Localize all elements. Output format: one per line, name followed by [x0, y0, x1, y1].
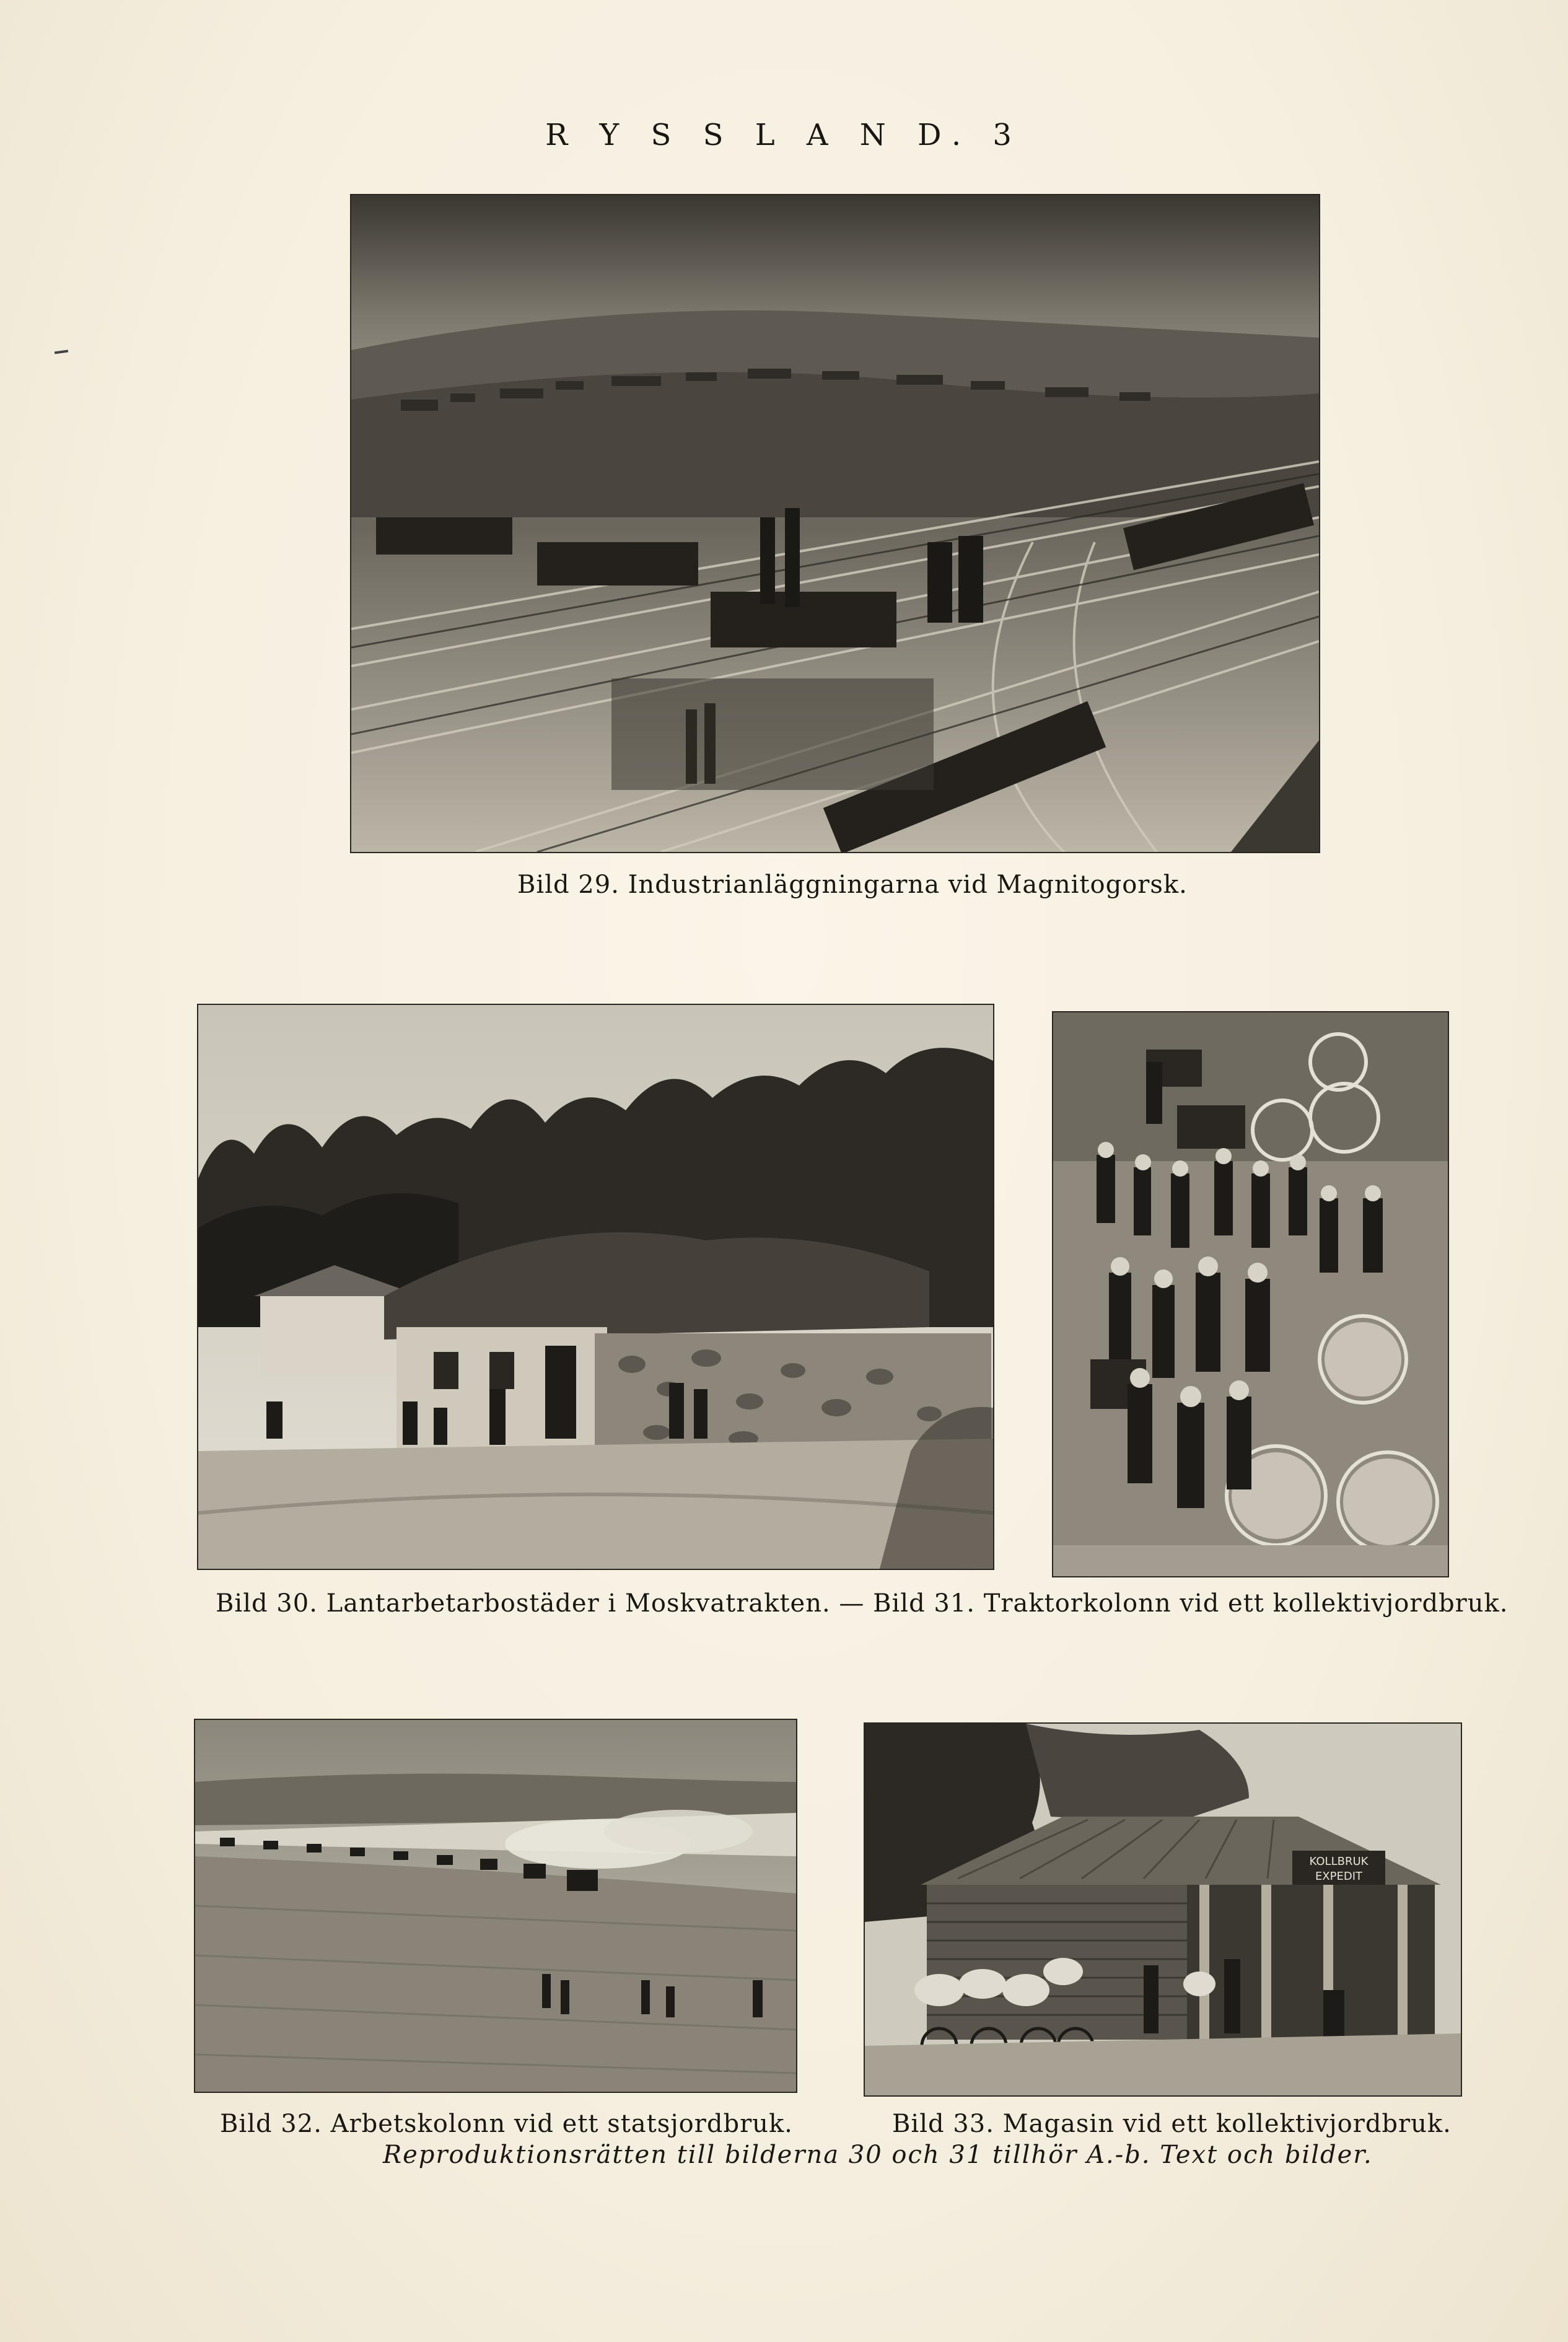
stray-ink-mark [55, 349, 68, 354]
svg-text:EXPEDIT: EXPEDIT [1315, 1870, 1363, 1883]
running-header: R Y S S L A N D. 3 [545, 118, 1023, 152]
caption-bild-33: Bild 33. Magasin vid ett kollektivjordbruk. [892, 2110, 1452, 2138]
photo-bild-32 [194, 1719, 797, 2093]
photo-bild-33 [864, 1722, 1462, 2097]
photo-bild-30 [197, 1004, 994, 1570]
reproduction-credit: Reproduktionsrätten till bilderna 30 och 31 tillhör A.-b. Text och bilder. [383, 2141, 1373, 2169]
photo-bild-29 [350, 194, 1320, 853]
caption-bild-30-31: Bild 30. Lantarbetarbostäder i Moskvatrakten. — Bild 31. Traktorkolonn vid ett kollektivjordbruk. [216, 1589, 1509, 1618]
svg-text:KOLLBRUK: KOLLBRUK [1309, 1855, 1369, 1868]
photo-bild-31 [1052, 1011, 1449, 1577]
caption-bild-29: Bild 29. Industrianläggningarna vid Magnitogorsk. [517, 871, 1188, 899]
caption-bild-32: Bild 32. Arbetskolonn vid ett statsjordbruk. [220, 2110, 793, 2138]
